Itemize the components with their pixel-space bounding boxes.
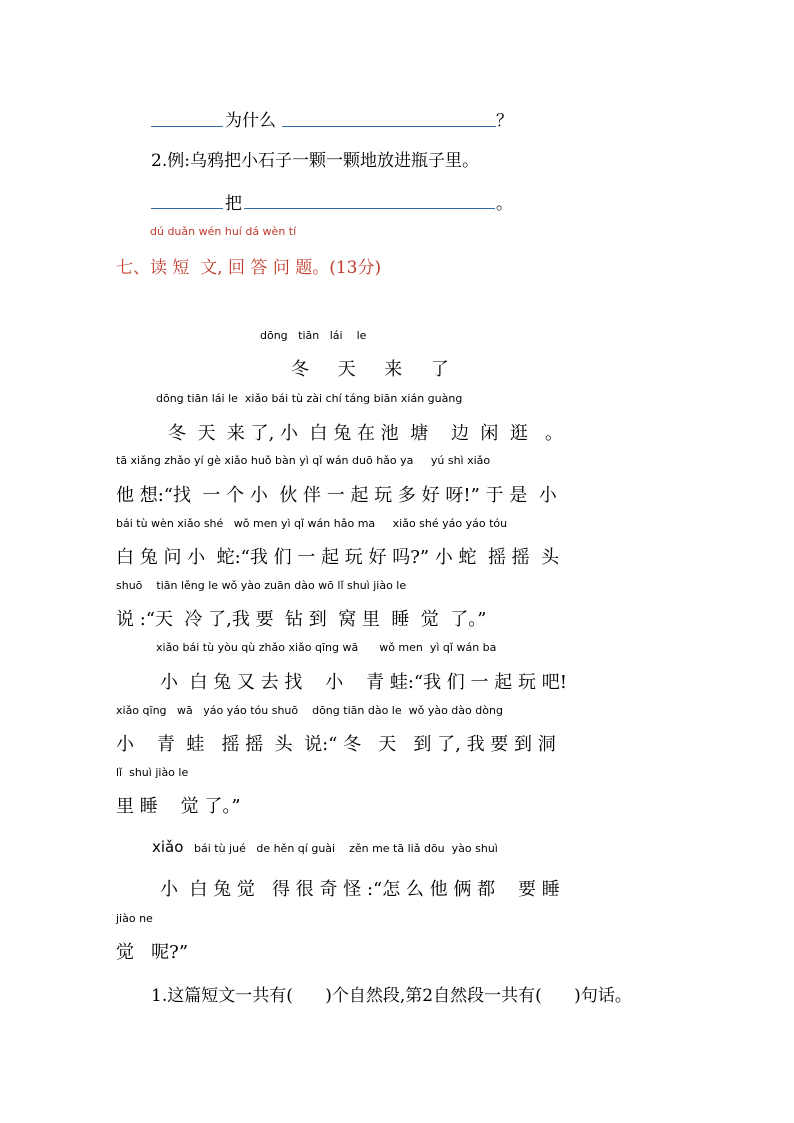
- story-line-text: 他 想:“找 一 个 小 伙 伴 一 起 玩 多 好 呀!” 于 是 小: [116, 485, 557, 506]
- story-line-pinyin: jiào ne: [116, 912, 153, 925]
- story-line-pinyin: xiǎo qīng wā yáo yáo tóu shuō dōng tiān dào le wǒ yào dào dòng: [116, 704, 503, 717]
- story-line-text: 小 青 蛙 摇 摇 头 说:“ 冬 天 到 了, 我 要 到 洞: [116, 734, 556, 755]
- answer-blank[interactable]: [151, 208, 223, 209]
- story-title-pinyin: dōng tiān lái le: [260, 329, 367, 342]
- question-1: 1.这篇短文一共有( )个自然段,第2自然段一共有( )句话。: [151, 986, 632, 1006]
- section-heading-pinyin: dú duǎn wén huí dá wèn tí: [150, 225, 297, 238]
- story-line-pinyin: tā xiǎng zhǎo yí gè xiǎo huǒ bàn yì qǐ wán duō hǎo ya yú shì xiǎo: [116, 454, 491, 467]
- story-line-text: 冬 天 来 了, 小 白 兔 在 池 塘 边 闲 逛 。: [168, 423, 564, 444]
- story-line-text: 小 白 兔 觉 得 很 奇 怪 :“怎 么 他 俩 都 要 睡: [160, 879, 560, 900]
- story-line-text: 白 兔 问 小 蛇:“我 们 一 起 玩 好 吗?” 小 蛇 摇 摇 头: [116, 547, 560, 568]
- story-line-pinyin: bái tù jué de hěn qí guài zěn me tā liǎ dōu yào shuì: [194, 842, 498, 855]
- section-heading: 七、读 短 文, 回 答 问 题。(13分): [116, 258, 382, 278]
- story-line-pinyin: xiǎo bái tù yòu qù zhǎo xiǎo qīng wā wǒ men yì qǐ wán ba: [156, 641, 497, 654]
- sentence-word-ba: 把: [225, 194, 242, 214]
- story-big-pinyin-xiao: xiǎo: [152, 838, 184, 856]
- story-title: 冬 天 来 了: [291, 359, 449, 380]
- story-line-pinyin: dōng tiān lái le xiǎo bái tù zài chí táng biān xián guàng: [156, 392, 463, 405]
- story-line-text: 觉 呢?”: [116, 942, 189, 963]
- question-mark: ？: [496, 111, 513, 131]
- example-sentence-2: 2.例:乌鸦把小石子一颗一颗地放进瓶子里。: [151, 151, 479, 171]
- period-mark: 。: [496, 194, 513, 214]
- answer-blank[interactable]: [244, 208, 495, 209]
- story-line-pinyin: lǐ shuì jiào le: [116, 766, 189, 779]
- story-line-pinyin: bái tù wèn xiǎo shé wǒ men yì qǐ wán hǎo ma xiǎo shé yáo yáo tóu: [116, 517, 508, 530]
- story-line-text: 里 睡 觉 了。”: [116, 796, 241, 817]
- answer-blank[interactable]: [282, 126, 496, 127]
- story-line-text: 说 :“天 冷 了,我 要 钻 到 窝 里 睡 觉 了。”: [116, 609, 487, 630]
- answer-blank[interactable]: [151, 126, 223, 127]
- sentence-word-why: 为什么: [225, 111, 276, 131]
- story-line-text: 小 白 兔 又 去 找 小 青 蛙:“我 们 一 起 玩 吧!: [160, 672, 567, 693]
- story-line-pinyin: shuō tiān lěng le wǒ yào zuān dào wō lǐ shuì jiào le: [116, 579, 407, 592]
